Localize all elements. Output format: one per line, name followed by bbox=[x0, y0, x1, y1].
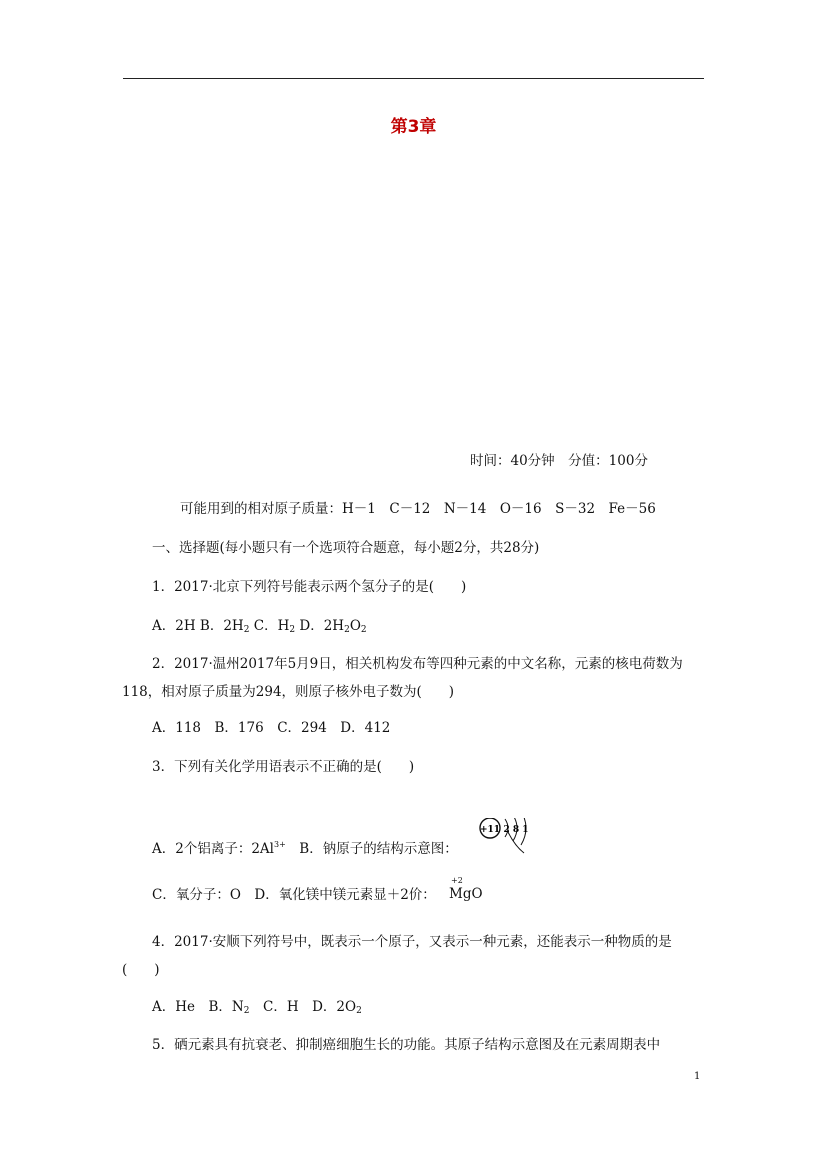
mgo-valence: +2 bbox=[451, 876, 463, 885]
question-3-stem: 3．下列有关化学用语表示不正确的是( ) bbox=[152, 759, 415, 775]
question-4-options: A．He B．$N_2$ C．H D．$2O_2$ bbox=[152, 999, 362, 1016]
atom-nucleus-label: +11 bbox=[479, 825, 501, 835]
mgo-formula: +2 MgO bbox=[449, 876, 483, 902]
question-2-options: A．118 B．176 C．294 D．412 bbox=[152, 720, 391, 736]
section-heading: 一、选择题(每小题只有一个选项符合题意，每小题2分，共28分) bbox=[152, 540, 540, 556]
question-3-option-cd: C．氧分子：O D．氧化镁中镁元素显＋2价： bbox=[152, 887, 436, 903]
chapter-title: 第3章 bbox=[390, 117, 437, 137]
question-2-stem: 2．2017·温州2017年5月9日，相关机构发布等四种元素的中文名称，元素的核电荷数为118，相对原子质量为294，则原子核外电子数为( ) bbox=[122, 656, 683, 700]
page-number: 1 bbox=[694, 1071, 701, 1082]
question-3-option-ab: A．2个铝离子：$2Al^{3+}$ B．钠原子的结构示意图： bbox=[152, 840, 458, 857]
atom-shell-electrons: 2 8 1 bbox=[503, 825, 529, 835]
question-1-stem: 1．2017·北京下列符号能表示两个氢分子的是( ) bbox=[152, 579, 467, 595]
question-1-options: A．2H B．$2H_2$ C．$H_2$ D．$2H_2O_2$ bbox=[152, 618, 367, 635]
question-5-stem: 5．硒元素具有抗衰老、抑制癌细胞生长的功能。其原子结构示意图及在元素周期表中 bbox=[152, 1037, 661, 1053]
time-score-info: 时间：40分钟 分值：100分 bbox=[470, 453, 648, 469]
header-rule bbox=[123, 78, 704, 79]
question-4-stem: 4．2017·安顺下列符号中，既表示一个原子，又表示一种元素，还能表示一种物质的是( ) bbox=[122, 934, 672, 978]
sodium-atom-diagram bbox=[478, 818, 534, 858]
atomic-masses: 可能用到的相对原子质量：H－1 C－12 N－14 O－16 S－32 Fe－56 bbox=[180, 501, 656, 517]
